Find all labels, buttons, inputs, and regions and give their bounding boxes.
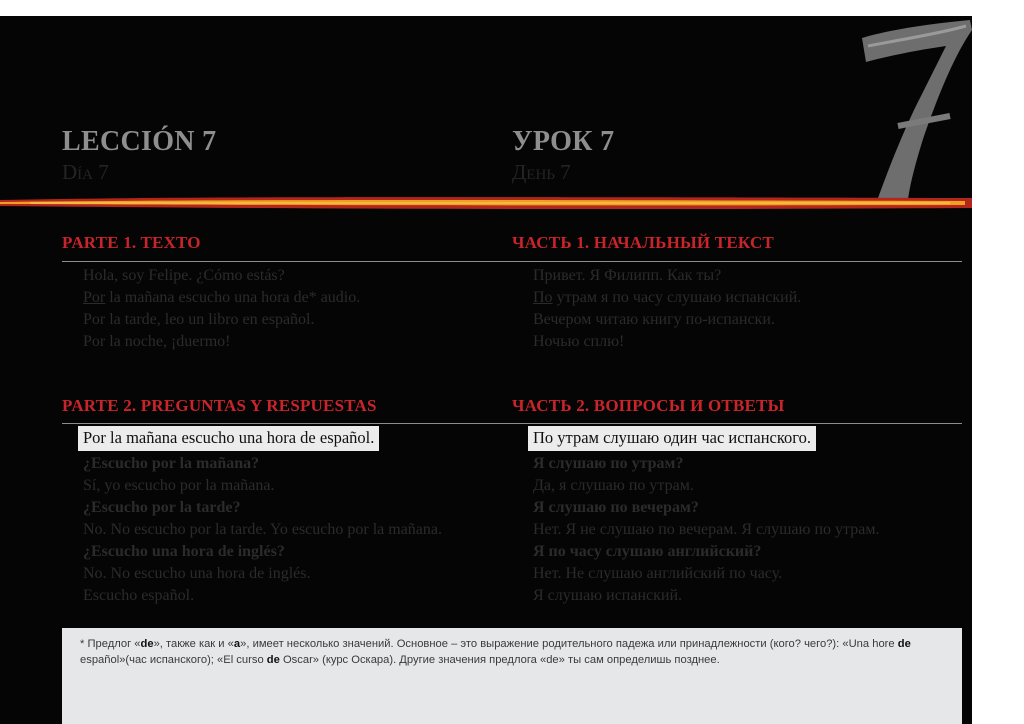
answer: No. No escucho una hora de inglés. <box>83 565 311 582</box>
footnote-text <box>80 636 944 668</box>
footnote-box <box>62 628 962 724</box>
text-block-es <box>83 265 360 353</box>
underlined-word: По <box>533 289 553 306</box>
answer: Escucho español. <box>83 587 195 604</box>
footnote-part: español»(час испанского); «El curso <box>80 654 267 666</box>
text-line: Вечером читаю книгу по-испански. <box>533 311 775 328</box>
footnote-part: », также как и « <box>153 638 234 650</box>
footnote-part: Oscar» (курс Оскара). Другие значения предлога «de» ты сам определишь позднее. <box>279 654 720 666</box>
lesson-day-ru: День 7 <box>512 160 571 184</box>
answer: Я слушаю испанский. <box>533 587 683 604</box>
question: ¿Escucho una hora de inglés? <box>83 543 285 560</box>
question: ¿Escucho por la mañana? <box>83 455 260 472</box>
qa-block-es <box>83 453 442 607</box>
big-seven-numeral <box>858 16 976 202</box>
highlight-sentence-es: Por la mañana escucho una hora de español. <box>78 426 379 451</box>
highlight-sentence-ru: По утрам слушаю один час испанского. <box>528 426 816 451</box>
footnote-bold: de <box>897 638 911 650</box>
text-line: Hola, soy Felipe. ¿Cómo estás? <box>83 267 285 284</box>
part1-title-es: PARTE 1. TEXTO <box>62 233 201 252</box>
question: Я по часу слушаю английский? <box>533 543 762 560</box>
footnote-bold: de <box>266 654 280 666</box>
footnote-bold: a <box>233 638 241 650</box>
underlined-word: Por <box>83 289 106 306</box>
lesson-title-ru: УРОК 7 <box>512 126 615 157</box>
text-line: Ночью сплю! <box>533 333 625 350</box>
text-line: Por la noche, ¡duermo! <box>83 333 231 350</box>
brush-stripe <box>0 192 972 214</box>
text-line-rest: la mañana escucho una hora de* audio. <box>105 289 361 306</box>
question: Я слушаю по вечерам? <box>533 499 699 516</box>
footnote-part: », имеет несколько значений. Основное – это выражение родительного падежа или принадлежности (кого? чего?): «Una hore <box>240 638 898 650</box>
text-line: Привет. Я Филипп. Как ты? <box>533 267 722 284</box>
qa-block-ru <box>533 453 879 607</box>
text-line: Por la tarde, leo un libro en español. <box>83 311 315 328</box>
text-line <box>83 287 360 309</box>
answer: Нет. Не слушаю английский по часу. <box>533 565 783 582</box>
footnote-part: * Предлог « <box>80 638 141 650</box>
answer: No. No escucho por la tarde. Yo escucho por la mañana. <box>83 521 443 538</box>
answer: Sí, yo escucho por la mañana. <box>83 477 275 494</box>
part2-title-es: PARTE 2. PREGUNTAS Y RESPUESTAS <box>62 396 377 415</box>
question: ¿Escucho por la tarde? <box>83 499 241 516</box>
question: Я слушаю по утрам? <box>533 455 684 472</box>
lesson-day-es: Día 7 <box>62 160 109 184</box>
lesson-page <box>0 16 972 724</box>
part2-title-ru: ЧАСТЬ 2. ВОПРОСЫ И ОТВЕТЫ <box>512 396 785 415</box>
part2-divider <box>62 423 962 424</box>
text-line-rest: утрам я по часу слушаю испанский. <box>552 289 802 306</box>
answer: Нет. Я не слушаю по вечерам. Я слушаю по утрам. <box>533 521 880 538</box>
answer: Да, я слушаю по утрам. <box>533 477 694 494</box>
part1-title-ru: ЧАСТЬ 1. НАЧАЛЬНЫЙ ТЕКСТ <box>512 233 774 252</box>
footnote-bold: de <box>140 638 154 650</box>
text-block-ru <box>533 265 801 353</box>
lesson-title-es: LECCIÓN 7 <box>62 126 217 157</box>
part1-divider <box>62 261 962 262</box>
text-line <box>533 287 801 309</box>
